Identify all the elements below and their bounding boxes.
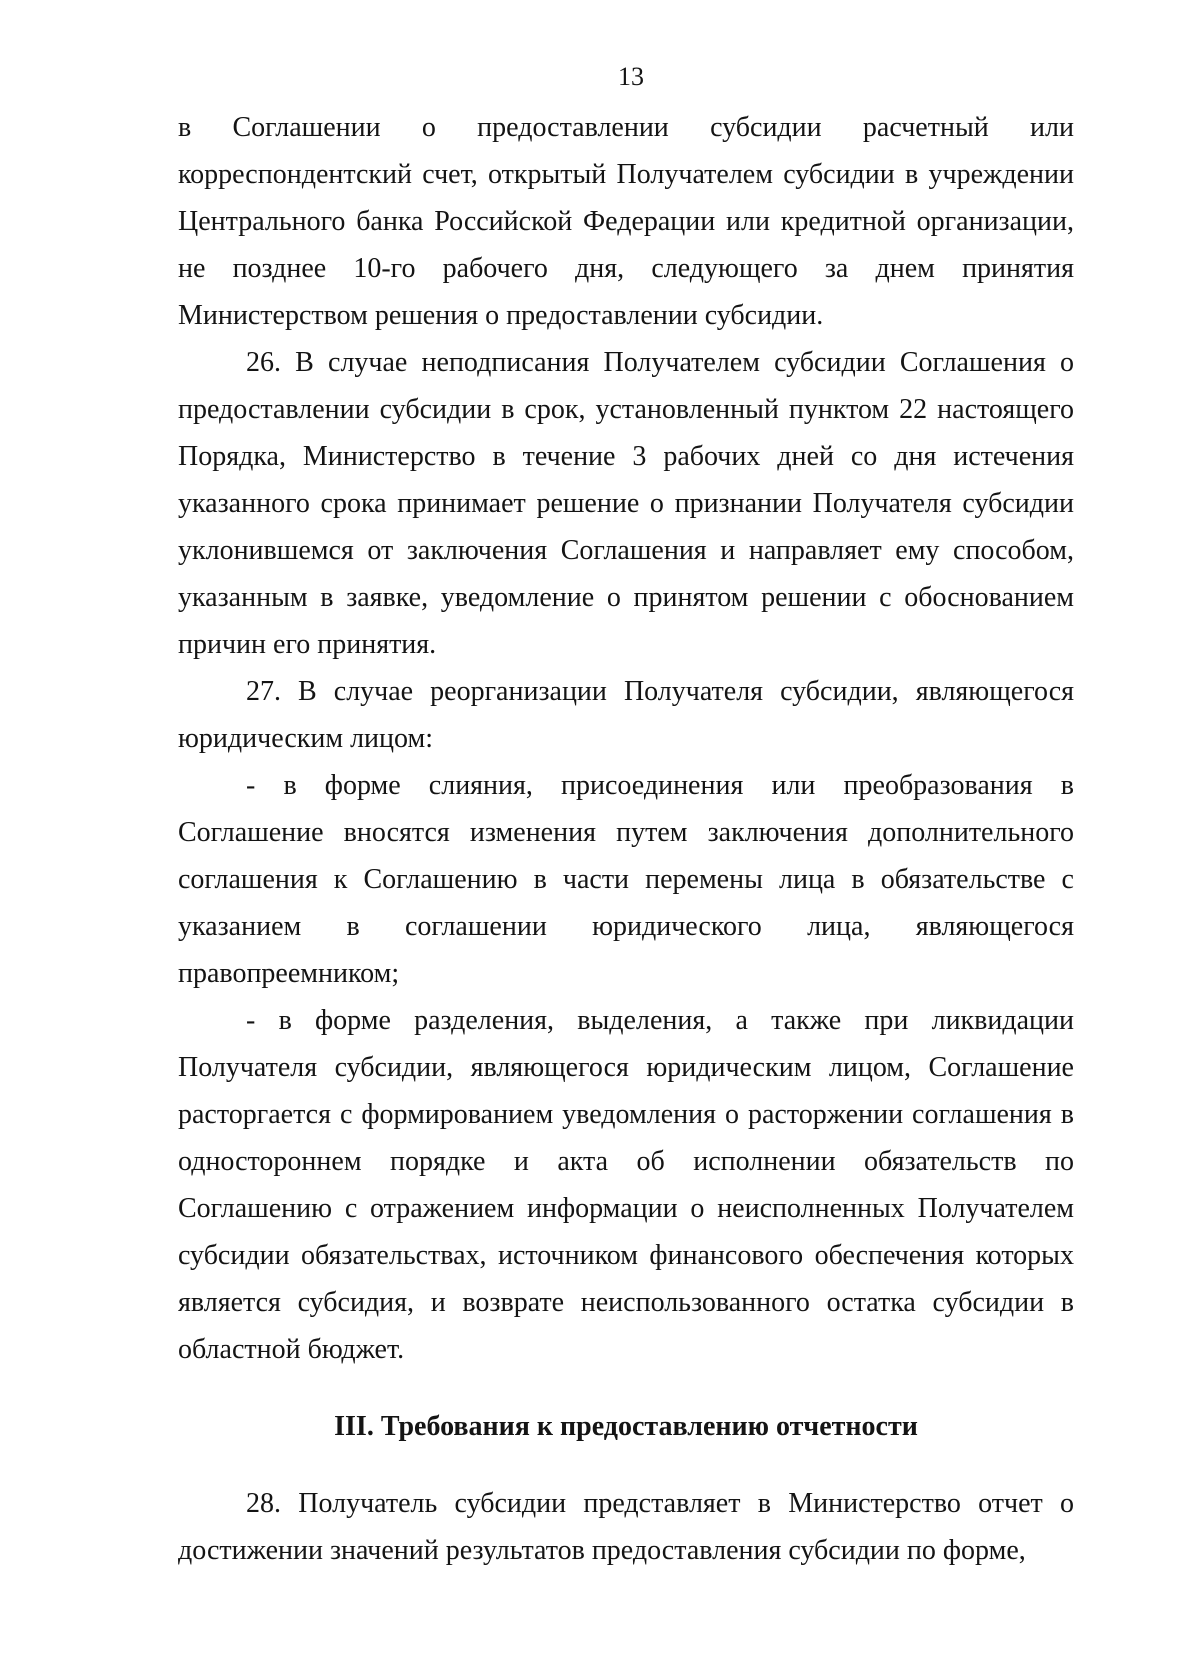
- paragraph-continuation: в Соглашении о предоставлении субсидии расчетный или корреспондентский счет, открытый Получателем субсидии в учреждении Центрального банка Российской Федерации или кредитной организации, не позднее 10-го рабочего дня, следующего за днем принятия Министерством решения о предоставлении субсидии.: [178, 112, 1074, 331]
- paragraph-26: 26. В случае неподписания Получателем субсидии Соглашения о предоставлении субсидии в срок, установленный пунктом 22 настоящего Порядка, Министерство в течение 3 рабочих дней со дня истечения указанного срока принимает решение о признании Получателя субсидии уклонившемся от заключения Соглашения и направляет ему способом, указанным в заявке, уведомление о принятом решении с обоснованием причин его принятия.: [178, 347, 1074, 660]
- document-body: [178, 104, 1074, 1574]
- paragraph-27-item-merger: - в форме слияния, присоединения или преобразования в Соглашение вносятся изменения путем заключения дополнительного соглашения к Соглашению в части перемены лица в обязательстве с указанием в соглашении юридического лица, являющегося правопреемником;: [178, 770, 1074, 989]
- paragraph-28: 28. Получатель субсидии представляет в Министерство отчет о достижении значений результатов предоставления субсидии по форме,: [178, 1488, 1074, 1566]
- paragraph-27-item-division: - в форме разделения, выделения, а также при ликвидации Получателя субсидии, являющегося юридическим лицом, Соглашение расторгается с формированием уведомления о расторжении соглашения в одностороннем порядке и акта об исполнении обязательств по Соглашению с отражением информации о неисполненных Получателем субсидии обязательствах, источником финансового обеспечения которых является субсидия, и возврате неиспользованного остатка субсидии в областной бюджет.: [178, 1005, 1074, 1365]
- page-number: 13: [618, 62, 644, 91]
- paragraph-27: 27. В случае реорганизации Получателя субсидии, являющегося юридическим лицом:: [178, 676, 1074, 754]
- section-heading-reporting: III. Требования к предоставлению отчетности: [334, 1411, 918, 1442]
